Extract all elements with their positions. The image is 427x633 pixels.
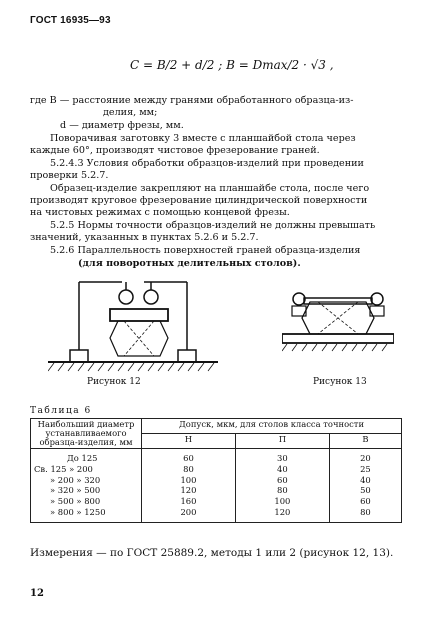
text-line: значений, указанных в пунктах 5.2.6 и 5.2.7. — [30, 232, 259, 243]
text-line: Поворачивая заготовку 3 вместе с планшайбой стола через — [50, 133, 356, 144]
table-cell-n: 100 — [142, 475, 236, 486]
text-line: где B — расстояние между гранями обработанного образца-из- — [30, 95, 354, 106]
table-cell-n: 120 — [142, 485, 236, 496]
table-cell-n: 60 — [142, 449, 236, 464]
formula: C = B/2 + d/2 ; B = Dmax/2 · √3 , — [130, 58, 334, 72]
table-cell-n: 80 — [142, 464, 236, 475]
table-row — [31, 475, 402, 486]
table-header-class-n: Н — [142, 434, 236, 449]
table-cell-range: Св. 125 » 200 — [31, 464, 142, 475]
table-cell-v: 20 — [329, 449, 401, 464]
table-cell-range: » 500 » 800 — [31, 496, 142, 507]
text-line: проверки 5.2.7. — [30, 170, 109, 181]
table-header-diameter: Наибольший диаметр устанавливаемого образца-изделия, мм — [31, 419, 142, 449]
table-header-tolerance: Допуск, мкм, для столов класса точности — [142, 419, 402, 434]
table-cell-range: » 200 » 320 — [31, 475, 142, 486]
table-row — [31, 449, 402, 464]
document-header: ГОСТ 16935—93 — [30, 15, 111, 26]
text-line: Образец-изделие закрепляют на планшайбе стола, после чего — [50, 183, 370, 194]
table-cell-range: » 320 » 500 — [31, 485, 142, 496]
text-line: 5.2.4.3 Условия обработки образцов-изделий при проведении — [50, 158, 364, 169]
table-cell-v: 50 — [329, 485, 401, 496]
figure-12-diagram — [48, 276, 218, 376]
table-cell-range: До 125 — [31, 449, 142, 464]
table-row — [31, 507, 402, 522]
table-header-class-v: В — [329, 434, 401, 449]
section-heading-cont: (для поворотных делительных столов). — [78, 258, 301, 269]
figure-13-caption: Рисунок 13 — [313, 377, 367, 387]
table-cell-v: 40 — [329, 475, 401, 486]
figure-13-diagram — [282, 288, 394, 356]
table-cell-v: 60 — [329, 496, 401, 507]
text-line: d — диаметр фрезы, мм. — [60, 120, 184, 131]
table-row — [31, 485, 402, 496]
tolerance-table — [30, 418, 402, 523]
table-cell-p: 120 — [235, 507, 329, 522]
text-line: каждые 60°, производят чистовое фрезерование граней. — [30, 145, 320, 156]
text-line: производят круговое фрезерование цилиндрической поверхности — [30, 195, 368, 206]
figure-12-caption: Рисунок 12 — [87, 377, 141, 387]
table-cell-p: 40 — [235, 464, 329, 475]
section-heading: 5.2.6 Параллельность поверхностей граней образца-изделия — [50, 245, 361, 256]
table-cell-n: 160 — [142, 496, 236, 507]
table-header-class-p: П — [235, 434, 329, 449]
table-cell-p: 80 — [235, 485, 329, 496]
table-row — [31, 464, 402, 475]
table-cell-n: 200 — [142, 507, 236, 522]
table-title: Таблица 6 — [30, 406, 92, 416]
table-cell-v: 80 — [329, 507, 401, 522]
page-number: 12 — [30, 588, 44, 599]
table-row — [31, 496, 402, 507]
table-cell-p: 100 — [235, 496, 329, 507]
table-cell-v: 25 — [329, 464, 401, 475]
text-line: 5.2.5 Нормы точности образцов-изделий не должны превышать — [50, 220, 376, 231]
text-line: на чистовых режимах с помощью концевой фрезы. — [30, 207, 290, 218]
table-cell-p: 30 — [235, 449, 329, 464]
table-cell-p: 60 — [235, 475, 329, 486]
text-line: делия, мм; — [103, 107, 158, 118]
table-cell-range: » 800 » 1250 — [31, 507, 142, 522]
measurement-note: Измерения — по ГОСТ 25889.2, методы 1 или 2 (рисунок 12, 13). — [30, 547, 394, 559]
